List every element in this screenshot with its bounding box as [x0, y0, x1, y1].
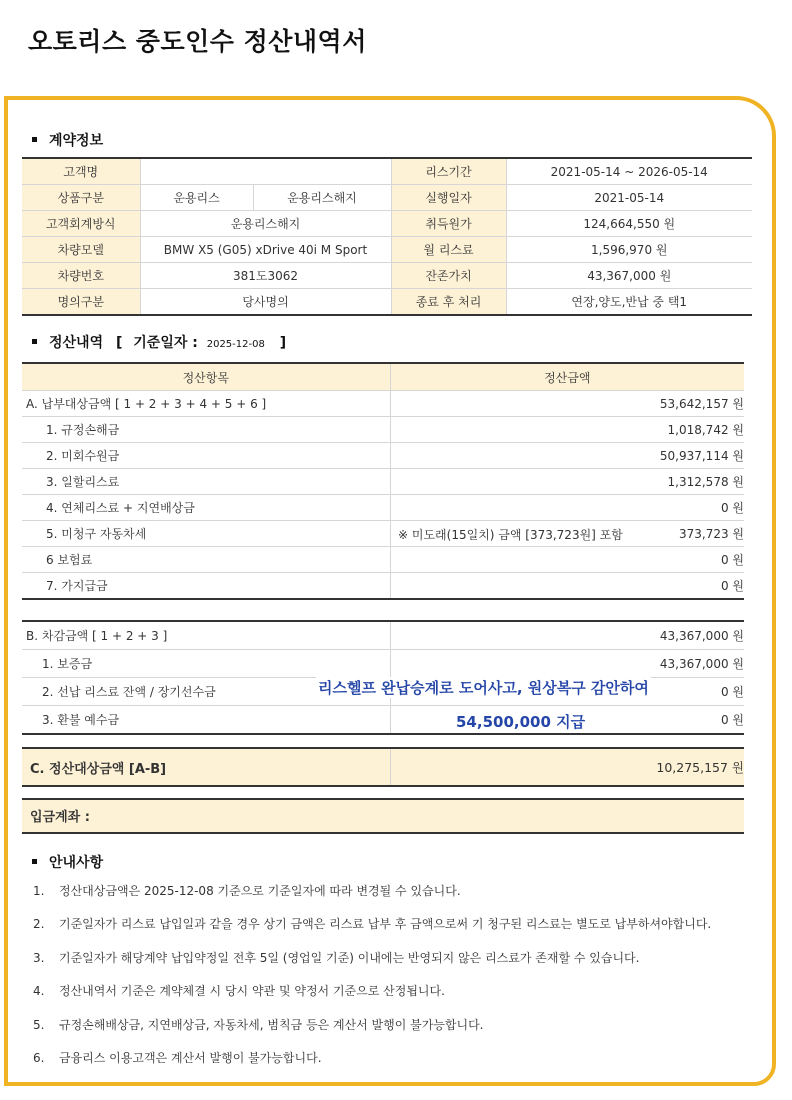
table-row [22, 706, 744, 735]
bullet-icon [32, 137, 37, 142]
total-amount: 10,275,157 원 [390, 748, 744, 786]
product-value-2: 운용리스해지 [253, 185, 391, 211]
table-row [22, 573, 744, 600]
table-row [22, 417, 744, 443]
overlay-note-line1: 리스헬프 완납승계로 도어사고, 원상복구 감안하여 [318, 679, 649, 697]
table-row [22, 621, 744, 650]
table-row [22, 211, 752, 237]
notice-number: 5. [33, 1017, 45, 1032]
model-value: BMW X5 (G05) xDrive 40i M Sport [140, 237, 391, 263]
table-row [22, 650, 744, 678]
row-amount: 0 원 [390, 573, 744, 600]
table-row [22, 289, 752, 316]
notice-text: 기준일자가 리스료 납입일과 같을 경우 상기 금액은 리스료 납부 후 금액으로써 기 청구된 리스료는 별도로 납부하셔야합니다. [59, 917, 712, 932]
row-label: 1. 규정손해금 [22, 417, 390, 443]
section-heading-notices [32, 852, 103, 872]
row-amount: 50,937,114 원 [390, 443, 744, 469]
table-row [22, 469, 744, 495]
model-label: 차량모델 [22, 237, 140, 263]
plate-value: 381도3062 [140, 263, 391, 289]
customer-label: 고객명 [22, 158, 140, 185]
list-item [33, 915, 773, 948]
row-amount: 43,367,000 원 [390, 650, 744, 678]
notice-text: 기준일자가 해당계약 납입약정일 전후 5일 (영업일 기준) 이내에는 반영되지 않은 리스료가 존재할 수 있습니다. [59, 950, 640, 965]
row-amount: 0 원 [390, 706, 744, 735]
table-row [22, 237, 752, 263]
table-row [22, 263, 752, 289]
name-type-label: 명의구분 [22, 289, 140, 316]
contract-info-table [22, 157, 752, 316]
bullet-icon [32, 339, 37, 344]
table-row [22, 495, 744, 521]
row-amount: 0 원 [390, 547, 744, 573]
end-label: 종료 후 처리 [391, 289, 506, 316]
row-label: 2. 미회수원금 [22, 443, 390, 469]
customer-value [140, 158, 391, 185]
name-type-value: 당사명의 [140, 289, 391, 316]
row-label: 7. 가지급금 [22, 573, 390, 600]
residual-label: 잔존가치 [391, 263, 506, 289]
row-amount: 43,367,000 원 [390, 621, 744, 650]
col-header-item: 정산항목 [22, 363, 390, 391]
list-item [33, 1016, 773, 1049]
row-label: B. 차감금액 [ 1 + 2 + 3 ] [22, 621, 390, 650]
end-value: 연장,양도,반납 중 택1 [506, 289, 752, 316]
row-amount: 1,018,742 원 [390, 417, 744, 443]
table-row [22, 547, 744, 573]
residual-value: 43,367,000 원 [506, 263, 752, 289]
notice-number: 4. [33, 984, 45, 999]
list-item [33, 949, 773, 982]
notice-number: 6. [33, 1050, 45, 1065]
table-row [22, 521, 744, 547]
list-item [33, 982, 773, 1015]
row-label: 1. 보증금 [22, 650, 390, 678]
table-row [22, 185, 752, 211]
product-value-1: 운용리스 [140, 185, 253, 211]
row-label: 3. 환불 예수금 [22, 706, 390, 735]
deposit-account: 입금계좌 : [22, 798, 744, 834]
notice-number: 2. [33, 917, 45, 932]
period-label: 리스기간 [391, 158, 506, 185]
section-heading-settlement [32, 332, 286, 352]
notice-list [33, 882, 773, 1082]
row-amount: 373,723 원 [390, 521, 744, 547]
row-amount: 1,312,578 원 [390, 469, 744, 495]
row-label: 6 보험료 [22, 547, 390, 573]
period-value: 2021-05-14 ~ 2026-05-14 [506, 158, 752, 185]
row-label: 4. 연체리스료 + 지연배상금 [22, 495, 390, 521]
settlement-heading-text: 정산내역 [49, 335, 104, 351]
accounting-label: 고객회계방식 [22, 211, 140, 237]
table-row [22, 158, 752, 185]
notice-text: 규정손해배상금, 지연배상금, 자동차세, 범칙금 등은 계산서 발행이 불가능합니다. [59, 1017, 484, 1032]
notice-number: 3. [33, 950, 45, 965]
monthly-label: 월 리스료 [391, 237, 506, 263]
notice-text: 금융리스 이용고객은 계산서 발행이 불가능합니다. [59, 1050, 322, 1065]
bullet-icon [32, 859, 37, 864]
acquisition-label: 취득원가 [391, 211, 506, 237]
contract-heading-text: 계약정보 [49, 133, 104, 149]
section-heading-contract [32, 130, 103, 150]
tax-note: ※ 미도래(15일치) 금액 [373,723원] 포함 [398, 528, 623, 542]
total-label: C. 정산대상금액 [A-B] [22, 748, 390, 786]
row-label: A. 납부대상금액 [ 1 + 2 + 3 + 4 + 5 + 6 ] [22, 391, 390, 417]
table-row [22, 748, 744, 786]
row-label: 2. 선납 리스료 잔액 / 장기선수금 [22, 678, 390, 706]
settlement-total-table [22, 747, 744, 787]
exec-date-value: 2021-05-14 [506, 185, 752, 211]
row-label: 5. 미청구 자동차세 [22, 521, 390, 547]
base-date-label: 기준일자 : [133, 335, 198, 351]
document-title: 오토리스 중도인수 정산내역서 [28, 27, 367, 56]
settlement-table [22, 362, 744, 600]
exec-date-label: 실행일자 [391, 185, 506, 211]
overlay-note-line2: 54,500,000 지급 [456, 713, 586, 731]
plate-label: 차량번호 [22, 263, 140, 289]
row-amount: 0 원 [390, 678, 744, 706]
table-row [22, 391, 744, 417]
acquisition-value: 124,664,550 원 [506, 211, 752, 237]
col-header-amount: 정산금액 [390, 363, 744, 391]
accounting-value: 운용리스해지 [140, 211, 391, 237]
list-item [33, 882, 773, 915]
row-amount: 53,642,157 원 [390, 391, 744, 417]
bracket-close: ] [279, 335, 287, 351]
base-date-value: 2025-12-08 [206, 339, 265, 350]
table-header-row [22, 363, 744, 391]
product-label: 상품구분 [22, 185, 140, 211]
bracket-open: [ [115, 335, 123, 351]
row-label: 3. 일할리스료 [22, 469, 390, 495]
list-item [33, 1049, 773, 1082]
table-row [22, 443, 744, 469]
row-amount: 0 원 [390, 495, 744, 521]
notice-text: 정산내역서 기준은 계약체결 시 당시 약관 및 약정서 기준으로 산정됩니다. [59, 984, 445, 999]
notice-number: 1. [33, 884, 45, 898]
monthly-value: 1,596,970 원 [506, 237, 752, 263]
notices-heading-text: 안내사항 [49, 855, 104, 871]
notice-text: 정산대상금액은 2025-12-08 기준으로 기준일자에 따라 변경될 수 있습니다. [59, 884, 461, 898]
